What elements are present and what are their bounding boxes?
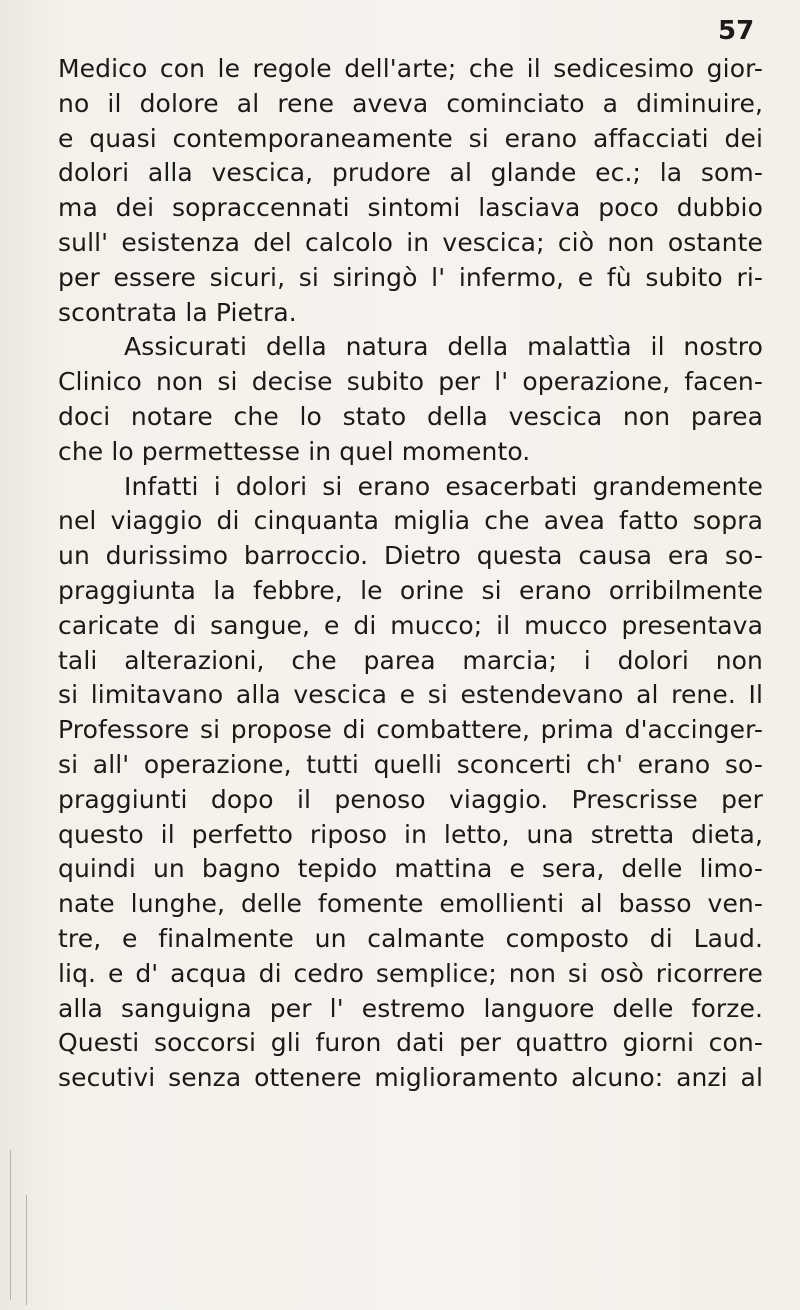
text-line: doci notare che lo stato della vescica non parea <box>58 401 763 431</box>
text-line: e quasi contemporaneamente si erano affacciati dei <box>58 123 763 153</box>
text-line: Infatti i dolori si erano esacerbati grandemente <box>124 471 763 501</box>
paragraph-3 <box>58 470 763 1096</box>
text-line: Questi soccorsi gli furon dati per quattro giorni con- <box>58 1028 763 1058</box>
text-line: ma dei sopraccennati sintomi lasciava poco dubbio <box>58 193 763 223</box>
text-line: nate lunghe, delle fomente emollienti al basso ven- <box>58 889 763 919</box>
text-line: caricate di sangue, e di mucco; il mucco presentava <box>58 610 763 640</box>
text-line: no il dolore al rene aveva cominciato a diminuire, <box>58 88 763 118</box>
text-line: nel viaggio di cinquanta miglia che avea fatto sopra <box>58 506 763 536</box>
text-line: per essere sicuri, si siringò l' infermo, e fù subito ri- <box>58 262 763 292</box>
page-edge-mark <box>10 1150 11 1300</box>
text-line: Professore si propose di combattere, prima d'accinger- <box>58 715 763 745</box>
text-line: alla sanguigna per l' estremo languore delle forze. <box>58 993 763 1023</box>
page-edge-mark <box>26 1195 27 1305</box>
text-line: praggiunti dopo il penoso viaggio. Prescrisse per <box>58 784 763 814</box>
text-line: dolori alla vescica, prudore al glande ec.; la som- <box>58 158 763 188</box>
body-text <box>58 52 763 1096</box>
text-line: praggiunta la febbre, le orine si erano orribilmente <box>58 575 763 605</box>
text-line: scontrata la Pietra. <box>58 297 297 327</box>
text-line: quindi un bagno tepido mattina e sera, delle limo- <box>58 854 763 884</box>
paragraph-1 <box>58 52 763 330</box>
text-line: un durissimo barroccio. Dietro questa causa era so- <box>58 541 763 571</box>
text-line: questo il perfetto riposo in letto, una stretta dieta, <box>58 819 763 849</box>
text-line: si limitavano alla vescica e si estendevano al rene. Il <box>58 680 763 710</box>
text-line: Assicurati della natura della malattìa il nostro <box>124 332 763 362</box>
page-number: 57 <box>718 16 755 46</box>
text-line: liq. e d' acqua di cedro semplice; non si osò ricorrere <box>58 958 763 988</box>
text-line: tali alterazioni, che parea marcia; i dolori non <box>58 645 763 675</box>
text-line: sull' esistenza del calcolo in vescica; ciò non ostante <box>58 227 763 257</box>
text-line: Medico con le regole dell'arte; che il sedicesimo gior- <box>58 54 763 83</box>
paragraph-2 <box>58 330 763 469</box>
text-line: secutivi senza ottenere miglioramento alcuno: anzi al <box>58 1063 763 1093</box>
text-line: si all' operazione, tutti quelli sconcerti ch' erano so- <box>58 749 763 779</box>
text-line: che lo permettesse in quel momento. <box>58 436 531 466</box>
text-line: Clinico non si decise subito per l' operazione, facen- <box>58 367 763 397</box>
text-line: tre, e finalmente un calmante composto di Laud. <box>58 923 763 953</box>
